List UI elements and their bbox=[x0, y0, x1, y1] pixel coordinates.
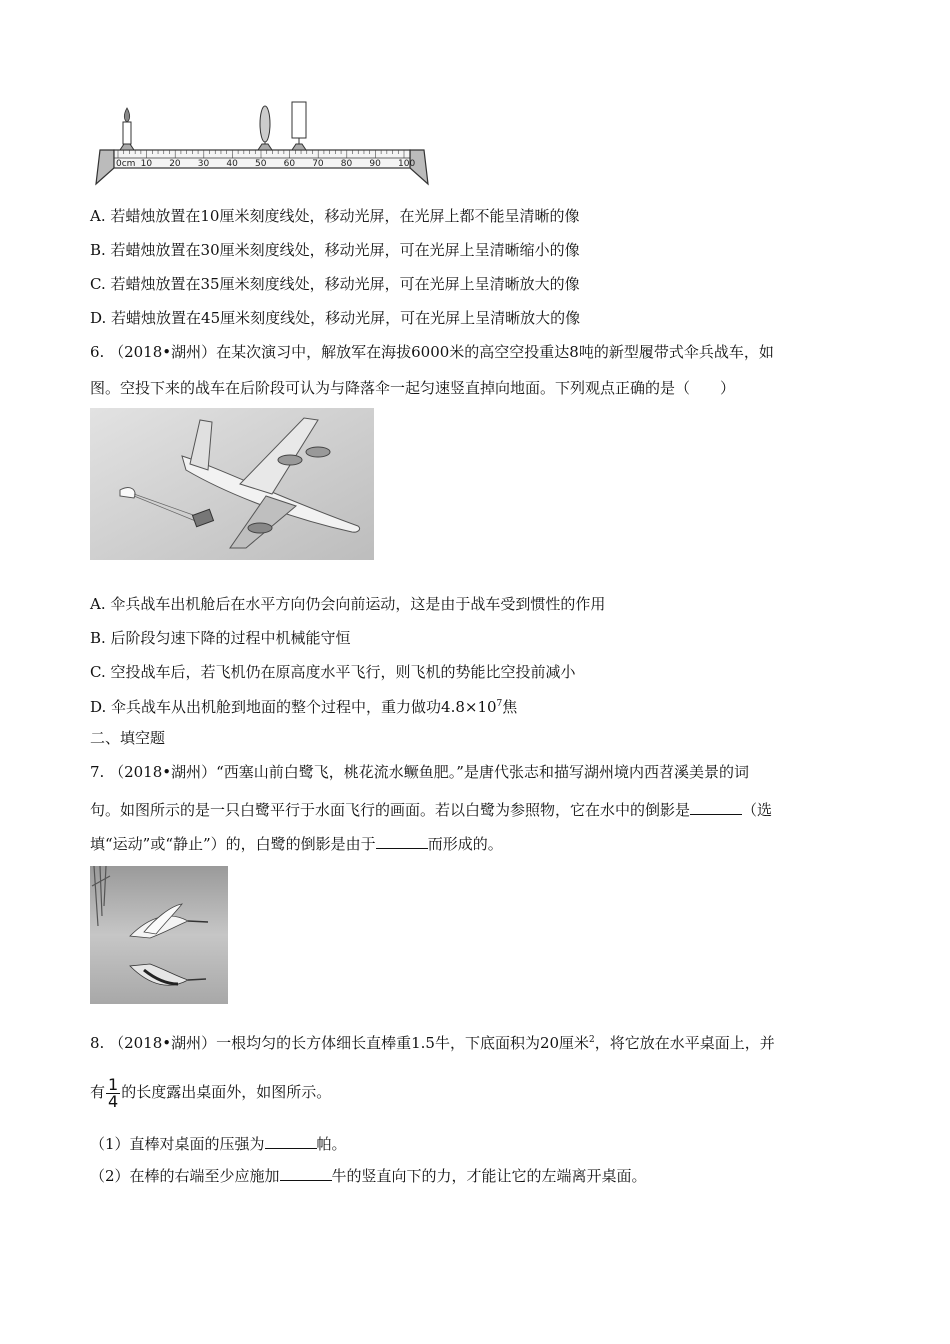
q6-option-d-suffix: 焦 bbox=[502, 698, 518, 716]
q7-line3-text: 填“运动”或“静止”）的，白鹭的倒影是由于 bbox=[90, 835, 376, 853]
optical-bench-drawing bbox=[92, 100, 432, 188]
q8-line2 bbox=[90, 1072, 331, 1112]
light-screen bbox=[292, 102, 306, 150]
rail-tick-label: 60 bbox=[283, 159, 296, 169]
rail-tick-label: 90 bbox=[369, 159, 381, 169]
q7-line1: 7. （2018•湖州）“西塞山前白鹭飞，桃花流水鳜鱼肥。”是唐代张志和描写湖州境内西苕溪美景的词 bbox=[90, 763, 749, 781]
q6-option-d-exponent: 7 bbox=[496, 699, 503, 709]
rail-tick-label: 70 bbox=[312, 159, 324, 169]
q8-blank-2[interactable] bbox=[280, 1166, 332, 1181]
egret-photo bbox=[90, 866, 228, 1004]
q5-option-a: A. 若蜡烛放置在10厘米刻度线处，移动光屏，在光屏上都不能呈清晰的像 bbox=[90, 207, 580, 225]
q6-option-b: B. 后阶段匀速下降的过程中机械能守恒 bbox=[90, 629, 351, 647]
rail-tick-label: 100 bbox=[398, 159, 416, 169]
rail-tick-label: 10 bbox=[140, 159, 153, 169]
one-quarter-fraction bbox=[106, 1074, 120, 1111]
q8-sub2-tail: 牛的竖直向下的力，才能让它的左端离开桌面。 bbox=[331, 1167, 647, 1185]
q8-line2-prefix: 有 bbox=[90, 1083, 106, 1101]
q8-sub1-tail: 帕。 bbox=[316, 1135, 347, 1153]
q8-area-exponent: 2 bbox=[589, 1035, 595, 1045]
q8-sub2 bbox=[90, 1166, 647, 1186]
rail-tick-label: 80 bbox=[340, 159, 353, 169]
q7-line3 bbox=[90, 834, 503, 854]
q8-sub1 bbox=[90, 1134, 347, 1154]
rail-tick-label: 0cm bbox=[116, 159, 136, 169]
airplane-airdrop-photo bbox=[90, 408, 374, 560]
q7-line2-text: 句。如图所示的是一只白鹭平行于水面飞行的画面。若以白鹭为参照物，它在水中的倒影是 bbox=[90, 801, 691, 819]
rail-tick-label: 30 bbox=[197, 159, 210, 169]
candle bbox=[120, 108, 134, 150]
q7-blank-1[interactable] bbox=[690, 800, 742, 815]
fraction-numerator: 1 bbox=[108, 1074, 119, 1094]
q6-stem-line1: 6. （2018•湖州）在某次演习中，解放军在海拔6000米的高空空投重达8吨的新型履带式伞兵战车，如 bbox=[90, 343, 774, 361]
airplane-drawing bbox=[90, 408, 374, 560]
q8-line1-text: 8. （2018•湖州）一根均匀的长方体细长直棒重1.5牛，下底面积为20厘米 bbox=[90, 1034, 590, 1052]
q6-option-a: A. 伞兵战车出机舱后在水平方向仍会向前运动，这是由于战车受到惯性的作用 bbox=[90, 595, 606, 613]
q5-option-c: C. 若蜡烛放置在35厘米刻度线处，移动光屏，可在光屏上呈清晰放大的像 bbox=[90, 275, 580, 293]
section-title-fill-blank: 二、填空题 bbox=[90, 729, 166, 747]
rail-tick-label: 50 bbox=[255, 159, 267, 169]
q7-blank-2[interactable] bbox=[376, 834, 428, 849]
rail-tick-label: 40 bbox=[226, 159, 238, 169]
q6-option-c: C. 空投战车后，若飞机仍在原高度水平飞行，则飞机的势能比空投前减小 bbox=[90, 663, 576, 681]
optical-bench-figure bbox=[92, 100, 432, 188]
q5-option-b: B. 若蜡烛放置在30厘米刻度线处，移动光屏，可在光屏上呈清晰缩小的像 bbox=[90, 241, 580, 259]
rail-tick-label: 20 bbox=[169, 159, 181, 169]
egret-drawing bbox=[90, 866, 228, 1004]
q7-line2 bbox=[90, 800, 772, 820]
convex-lens bbox=[258, 106, 272, 150]
fraction-denominator: 4 bbox=[108, 1091, 119, 1111]
q7-line2-tail: （选 bbox=[742, 801, 773, 819]
q8-line1 bbox=[90, 1030, 775, 1053]
q8-line2-text: 的长度露出桌面外，如图所示。 bbox=[121, 1083, 332, 1101]
q5-option-d: D. 若蜡烛放置在45厘米刻度线处，移动光屏，可在光屏上呈清晰放大的像 bbox=[90, 309, 581, 327]
q7-line3-tail: 而形成的。 bbox=[427, 835, 503, 853]
q6-option-d bbox=[90, 694, 517, 717]
q8-blank-1[interactable] bbox=[265, 1134, 317, 1149]
q6-stem-line2: 图。空投下来的战车在后阶段可认为与降落伞一起匀速竖直掉向地面。下列观点正确的是（ ） bbox=[90, 379, 736, 397]
q6-option-d-prefix: D. 伞兵战车从出机舱到地面的整个过程中，重力做功4.8×10 bbox=[90, 698, 497, 716]
q8-sub1-text: （1）直棒对桌面的压强为 bbox=[90, 1135, 265, 1153]
q8-line1-tail: ，将它放在水平桌面上，并 bbox=[594, 1034, 775, 1052]
q8-sub2-text: （2）在棒的右端至少应施加 bbox=[90, 1167, 280, 1185]
